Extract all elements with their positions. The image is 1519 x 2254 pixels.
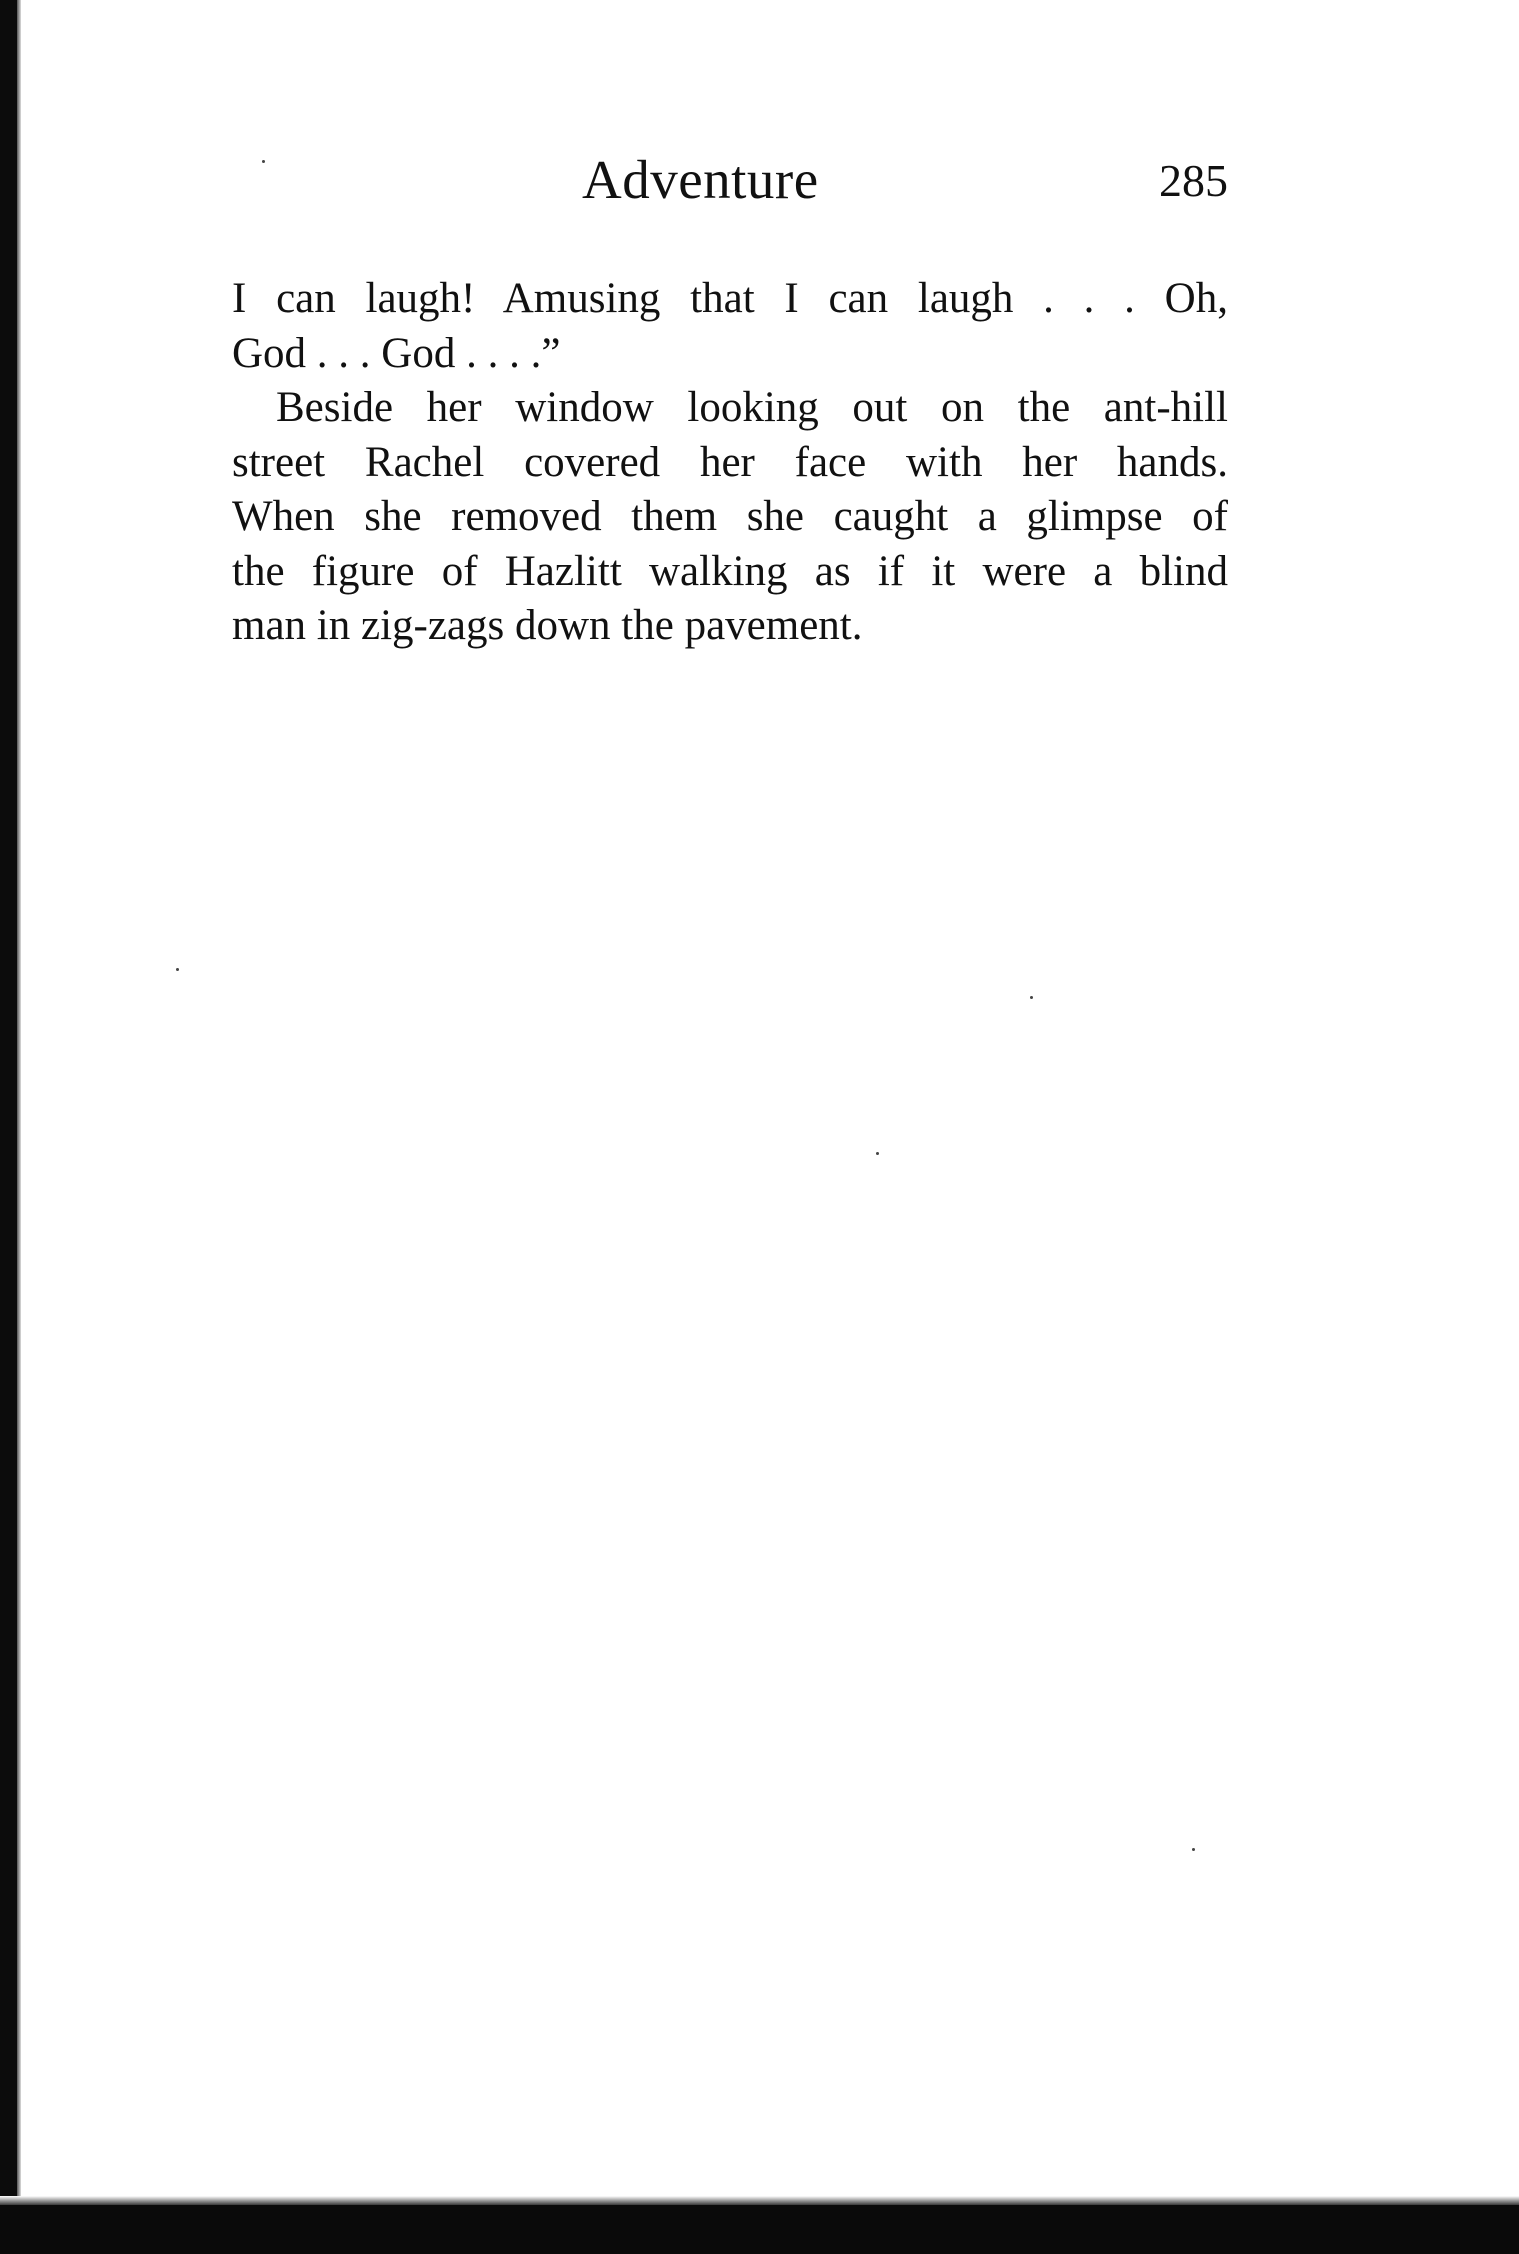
- speck: [1192, 1848, 1195, 1851]
- running-title: Adventure: [582, 149, 819, 210]
- text-line: man in zig-zags down the pavement.: [232, 602, 863, 649]
- text-line: the figure of Hazlitt walking as if it were a blind: [232, 547, 1228, 595]
- scan-bottom-edge: [0, 2205, 1519, 2254]
- text-line: street Rachel covered her face with her hands.: [232, 438, 1228, 486]
- text-line: I can laugh! Amusing that I can laugh . . . Oh,: [232, 275, 1228, 322]
- speck: [876, 1152, 879, 1155]
- body-text: [232, 272, 1228, 654]
- text-line: Beside her window looking out on the ant-hill: [276, 384, 1228, 431]
- page-header: [232, 148, 1228, 218]
- page-number: 285: [1159, 155, 1228, 206]
- text-line: When she removed them she caught a glimpse of: [232, 493, 1228, 540]
- scan-bottom-edge-shadow: [0, 2196, 1519, 2205]
- text-line: God . . . God . . . .”: [232, 329, 561, 377]
- speck: [176, 968, 179, 971]
- scan-left-edge-shadow: [17, 0, 21, 2200]
- speck: [262, 160, 265, 163]
- scan-left-edge: [0, 0, 17, 2200]
- speck: [1030, 996, 1033, 999]
